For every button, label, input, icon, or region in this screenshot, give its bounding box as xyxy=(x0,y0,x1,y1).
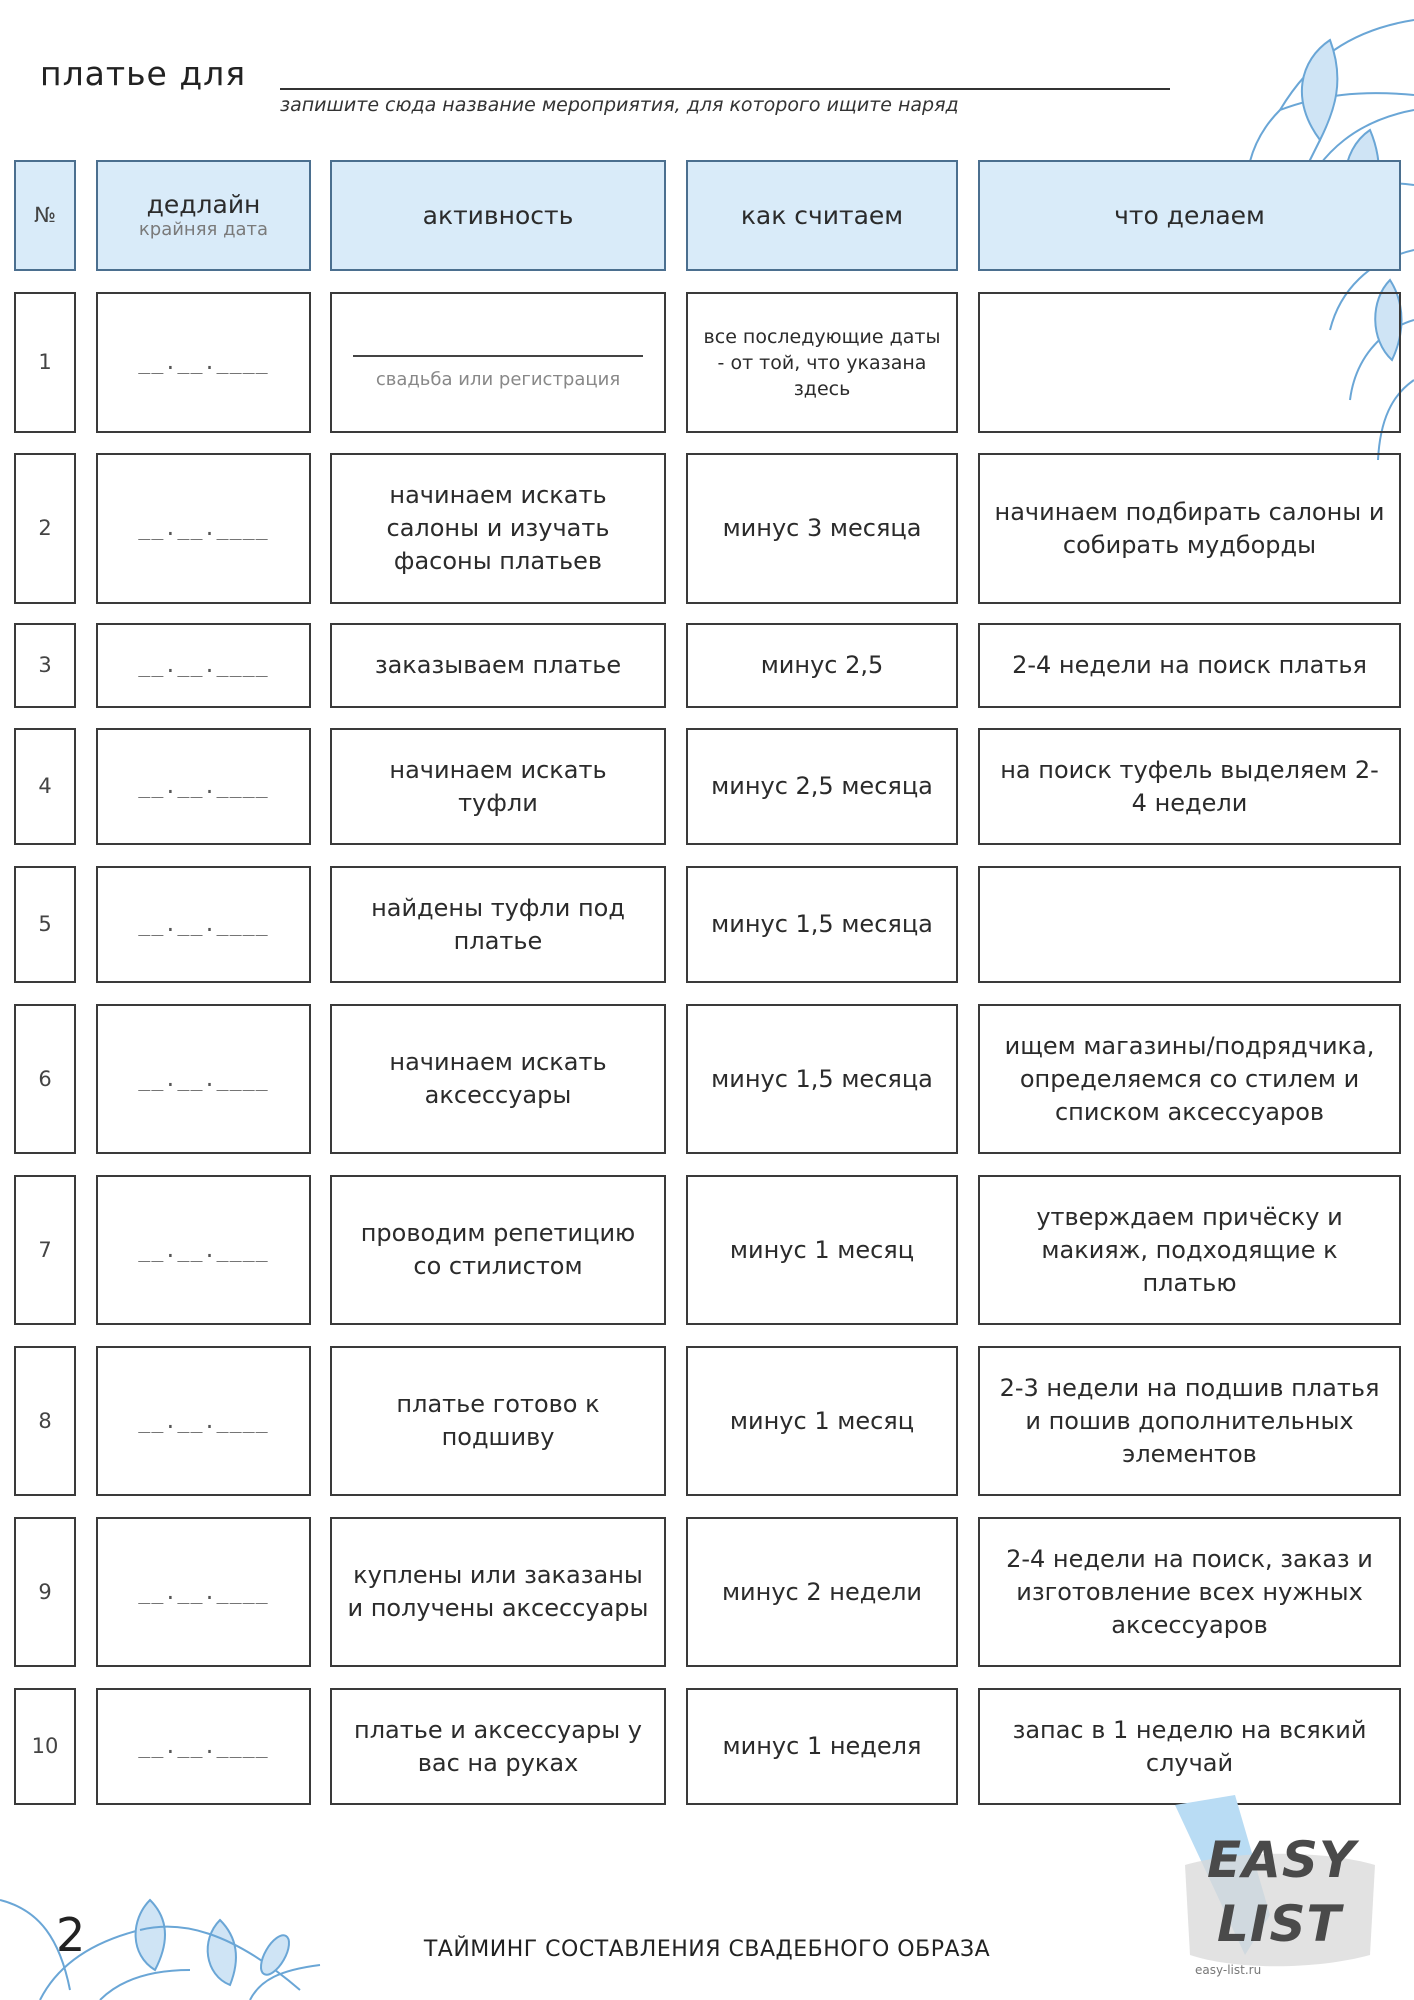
todo-cell[interactable] xyxy=(978,866,1401,983)
calculation-cell: минус 2,5 месяца xyxy=(686,728,958,845)
row-number: 10 xyxy=(14,1688,76,1805)
logo-url: easy-list.ru xyxy=(1195,1963,1262,1977)
deadline-date-field[interactable]: __.__.____ xyxy=(96,1346,311,1496)
row-number: 1 xyxy=(14,292,76,433)
header-calculation: как считаем xyxy=(686,160,958,271)
todo-cell: ищем магазины/подрядчика, определяемся со стилем и списком аксессуаров xyxy=(978,1004,1401,1154)
header-deadline-label: дедлайн xyxy=(146,189,261,219)
deadline-date-field[interactable]: __.__.____ xyxy=(96,292,311,433)
page-title: платье для xyxy=(40,54,247,93)
deadline-date-field[interactable]: __.__.____ xyxy=(96,1517,311,1667)
deadline-date-field[interactable]: __.__.____ xyxy=(96,1004,311,1154)
calculation-cell: минус 1,5 месяца xyxy=(686,866,958,983)
activity-cell: куплены или заказаны и получены аксессуары xyxy=(330,1517,666,1667)
footer-title: ТАЙМИНГ СОСТАВЛЕНИЯ СВАДЕБНОГО ОБРАЗА xyxy=(423,1937,991,1962)
logo-word-easy: EASY xyxy=(1207,1831,1357,1889)
deadline-date-field[interactable]: __.__.____ xyxy=(96,728,311,845)
header-deadline-sublabel: крайняя дата xyxy=(138,218,269,240)
row-number: 3 xyxy=(14,623,76,708)
event-name-write-line[interactable] xyxy=(280,88,1170,90)
calculation-cell: минус 2 недели xyxy=(686,1517,958,1667)
row-number: 6 xyxy=(14,1004,76,1154)
calculation-cell: все последующие даты - от той, что указана здесь xyxy=(686,292,958,433)
todo-cell: 2-3 недели на подшив платья и пошив дополнительных элементов xyxy=(978,1346,1401,1496)
header-activity: активность xyxy=(330,160,666,271)
row-number: 7 xyxy=(14,1175,76,1325)
deadline-date-field[interactable]: __.__.____ xyxy=(96,623,311,708)
activity-cell: найдены туфли под платье xyxy=(330,866,666,983)
todo-cell[interactable] xyxy=(978,292,1401,433)
activity-cell: заказываем платье xyxy=(330,623,666,708)
row-number: 5 xyxy=(14,866,76,983)
logo-word-list: LIST xyxy=(1217,1895,1342,1953)
todo-cell: утверждаем причёску и макияж, подходящие к платью xyxy=(978,1175,1401,1325)
row-number: 4 xyxy=(14,728,76,845)
deadline-date-field[interactable]: __.__.____ xyxy=(96,1688,311,1805)
activity-cell: проводим репетицию со стилистом xyxy=(330,1175,666,1325)
header-number: № xyxy=(14,160,76,271)
header-todo: что делаем xyxy=(978,160,1401,271)
todo-cell: 2-4 недели на поиск платья xyxy=(978,623,1401,708)
event-name-hint: запишите сюда название мероприятия, для которого ищите наряд xyxy=(280,94,959,116)
calculation-cell: минус 2,5 xyxy=(686,623,958,708)
activity-cell xyxy=(330,292,666,433)
event-type-write-line[interactable] xyxy=(353,355,643,357)
deadline-date-field[interactable]: __.__.____ xyxy=(96,1175,311,1325)
row-number: 8 xyxy=(14,1346,76,1496)
calculation-cell: минус 1 неделя xyxy=(686,1688,958,1805)
deadline-date-field[interactable]: __.__.____ xyxy=(96,453,311,604)
calculation-cell: минус 1,5 месяца xyxy=(686,1004,958,1154)
row-number: 2 xyxy=(14,453,76,604)
todo-cell: запас в 1 неделю на всякий случай xyxy=(978,1688,1401,1805)
lily-decoration-bottom-left xyxy=(0,1860,330,2000)
todo-cell: 2-4 недели на поиск, заказ и изготовление всех нужных аксессуаров xyxy=(978,1517,1401,1667)
activity-cell: платье готово к подшиву xyxy=(330,1346,666,1496)
activity-cell: начинаем искать туфли xyxy=(330,728,666,845)
easy-list-logo xyxy=(1175,1795,1375,1995)
calculation-cell: минус 3 месяца xyxy=(686,453,958,604)
activity-cell: начинаем искать салоны и изучать фасоны платьев xyxy=(330,453,666,604)
row-number: 9 xyxy=(14,1517,76,1667)
todo-cell: начинаем подбирать салоны и собирать мудборды xyxy=(978,453,1401,604)
todo-cell: на поиск туфель выделяем 2-4 недели xyxy=(978,728,1401,845)
header-deadline xyxy=(96,160,311,271)
activity-cell: начинаем искать аксессуары xyxy=(330,1004,666,1154)
page-number: 2 xyxy=(56,1908,86,1962)
activity-cell: платье и аксессуары у вас на руках xyxy=(330,1688,666,1805)
event-title-area xyxy=(40,50,1170,120)
event-type-blank xyxy=(346,355,650,396)
calculation-cell: минус 1 месяц xyxy=(686,1175,958,1325)
deadline-date-field[interactable]: __.__.____ xyxy=(96,866,311,983)
calculation-cell: минус 1 месяц xyxy=(686,1346,958,1496)
event-type-caption: свадьба или регистрация xyxy=(375,369,621,390)
